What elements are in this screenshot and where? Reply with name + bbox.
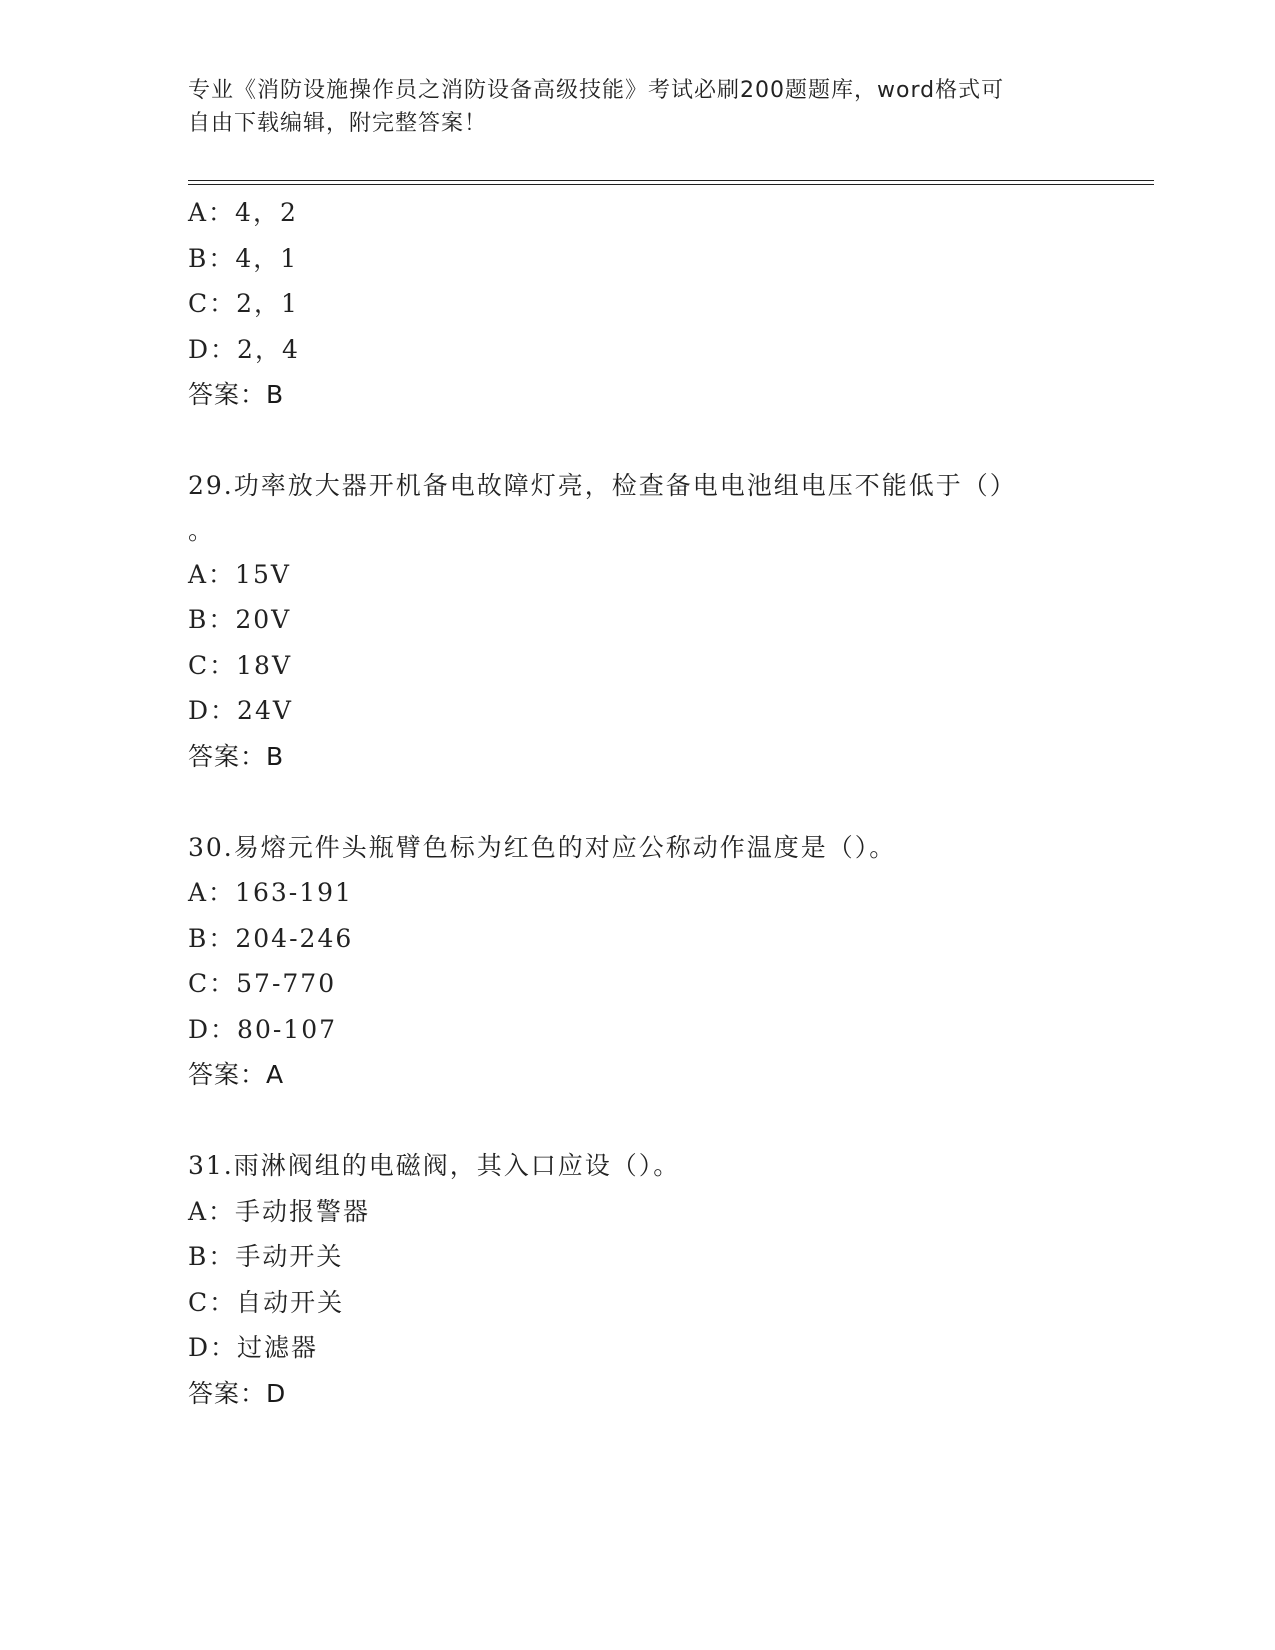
question-31	[188, 1143, 1088, 1416]
option-d: D：24V	[188, 696, 293, 725]
option-a: A：15V	[188, 559, 291, 589]
question-stem: 30.易熔元件头瓶臂色标为红色的对应公称动作温度是（）。	[188, 832, 897, 862]
option-c: C：2，1	[188, 289, 299, 318]
header-line-2: 自由下载编辑，附完整答案！	[188, 111, 488, 136]
header-divider-bottom	[188, 184, 1154, 185]
option-a: A：163-191	[188, 878, 353, 907]
question-stem: 31.雨淋阀组的电磁阀，其入口应设（）。	[188, 1151, 681, 1180]
option-d: D：80-107	[188, 1014, 338, 1044]
question-28	[188, 190, 1088, 418]
option-b: B：204-246	[188, 923, 354, 953]
option-c: C：自动开关	[188, 1287, 345, 1317]
option-a: A：手动报警器	[188, 1196, 371, 1226]
option-d: D：2，4	[188, 334, 300, 364]
option-b: B：4，1	[188, 243, 299, 273]
option-b: B：20V	[188, 605, 292, 634]
header-line-1: 专业《消防设施操作员之消防设备高级技能》考试必刷200题题库，word格式可	[188, 78, 1005, 103]
answer-line: 答案：B	[188, 380, 285, 409]
question-stem-continuation: 。	[188, 515, 216, 545]
document-body	[188, 190, 1088, 1416]
document-header	[188, 74, 1088, 140]
header-divider-top	[188, 180, 1154, 181]
question-29	[188, 463, 1088, 779]
option-c: C：57-770	[188, 969, 337, 998]
option-b: B：手动开关	[188, 1242, 344, 1271]
option-a: A：4，2	[188, 198, 298, 227]
answer-line: 答案：B	[188, 741, 285, 771]
answer-line: 答案：A	[188, 1060, 285, 1089]
option-c: C：18V	[188, 650, 292, 680]
question-30	[188, 825, 1088, 1098]
option-d: D：过滤器	[188, 1333, 319, 1362]
question-stem: 29.功率放大器开机备电故障灯亮，检查备电电池组电压不能低于（）	[188, 471, 1017, 500]
answer-line: 答案：D	[188, 1378, 287, 1408]
